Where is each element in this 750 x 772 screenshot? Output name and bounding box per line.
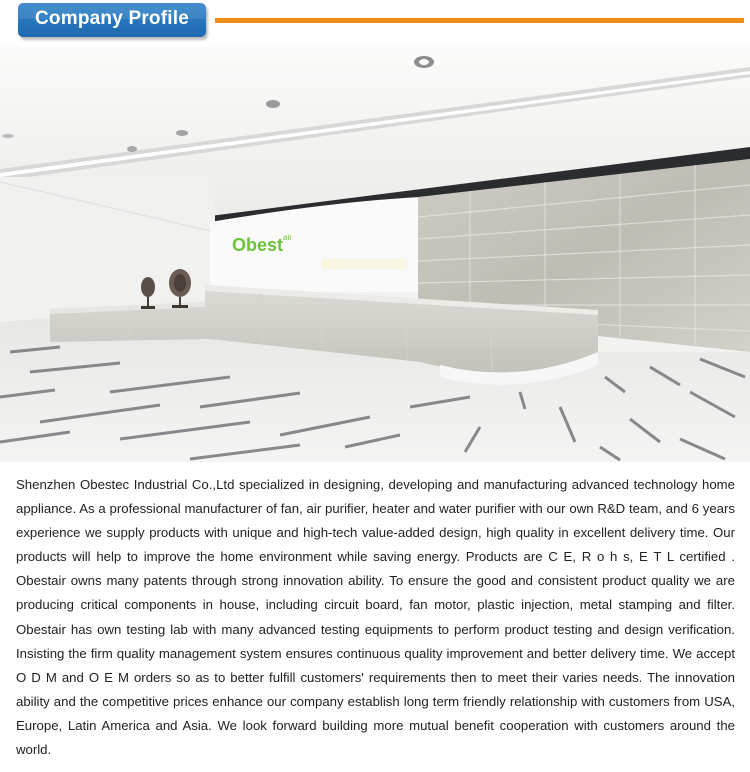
header-rule (215, 18, 744, 23)
logo-suffix: air (283, 233, 292, 242)
downlight (176, 130, 188, 136)
company-description: Shenzhen Obestec Industrial Co.,Ltd specialized in designing, developing and manufacturing advanced technology home appliance. As a professional manufacturer of fan, air purifier, heater and water purifier with our own R&D team, and 6 years experience we supply products with unique and high-tech value-added design, high quality in excellent delivery time. Our products will help to improve the home environment while saving energy. Products are C E, R o h s, E T L certified . Obestair owns many patents through strong innovation ability. To ensure the good and consistent product quality we are producing critical components in house, including circuit board, fan motor, plastic injection, metal stamping and filter. Obestair has own testing lab with many advanced testing equipments to perform product testing and design verification. Insisting the firm quality management system ensures continuous quality improvement and better delivery time. We accept O D M and O E M orders so as to better fulfill customers' requirements then to meet their varies needs. The innovation ability and the competitive prices enhance our company establish long term friendly relationship with customers from USA, Europe, Latin America and Asia. We look forward building more mutual benefit cooperation with customers around the world. (16, 477, 735, 758)
reception-illustration (0, 47, 750, 462)
section-title-badge (18, 3, 206, 37)
section-title: Company Profile (35, 8, 189, 29)
section-header (0, 0, 750, 44)
obest-logo (232, 235, 292, 256)
office-reception-photo (0, 47, 750, 462)
downlight (127, 146, 137, 152)
logo-text: Obest (232, 235, 284, 255)
downlight (266, 100, 280, 108)
